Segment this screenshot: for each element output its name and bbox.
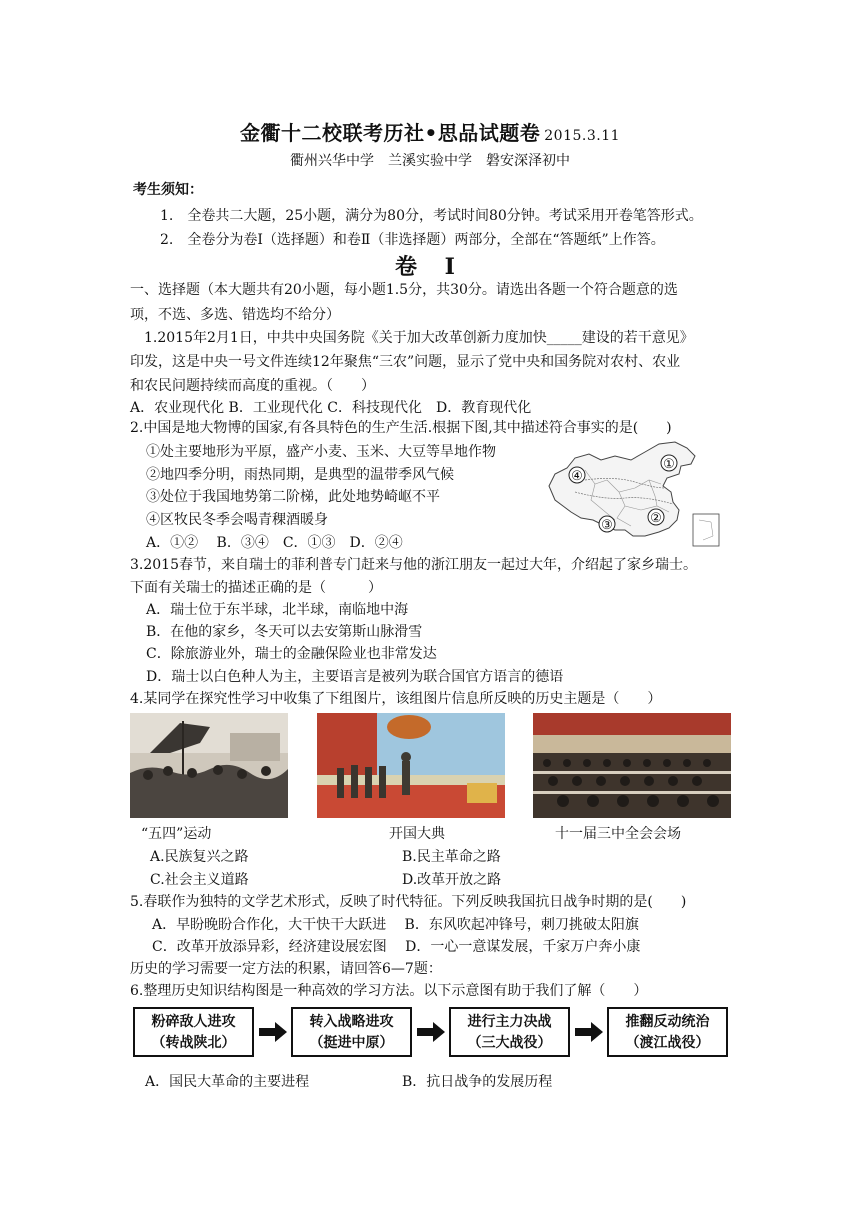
q1-line-1: 1.2015年2月1日，中共中央国务院《关于加大改革创新力度加快_____建设的若干意见》 — [130, 330, 694, 346]
photo-founding-ceremony — [317, 713, 505, 818]
q2-item-4: ④区牧民冬季会喝青稞酒暖身 — [146, 512, 328, 528]
q5-options-ab: A．早盼晚盼合作化，大干快干大跃进 B．东风吹起冲锋号，刺刀挑破太阳旗 — [138, 917, 639, 933]
exam-title — [0, 117, 860, 146]
flow-box-3-top: 进行主力决战 — [467, 1014, 552, 1030]
q5-options-cd: C．改革开放添异彩，经济建设展宏图 D．一心一意谋发展，千家万户奔小康 — [138, 939, 641, 955]
q3-line-2: 下面有关瑞士的描述正确的是（ ） — [130, 580, 382, 596]
q1-line-2: 印发，这是中央一号文件连续12年聚焦“三农”问题，显示了党中央和国务院对农村、农业 — [130, 354, 681, 370]
flowchart — [133, 1007, 729, 1062]
flow-box-2-top: 转入战略进攻 — [309, 1014, 394, 1030]
q2-item-1: ①处主要地形为平原，盛产小麦、玉米、大豆等旱地作物 — [146, 444, 496, 460]
q6-stem: 6.整理历史知识结构图是一种高效的学习方法。以下示意图有助于我们了解（ ） — [130, 983, 648, 999]
map-label-3: ③ — [601, 518, 613, 533]
photo-caption-3: 十一届三中全会会场 — [555, 826, 681, 842]
section-heading-line-2: 项，不选、多选、错选均不给分） — [130, 307, 340, 323]
flow-box-1 — [133, 1007, 254, 1057]
q2-item-2: ②地四季分明，雨热同期，是典型的温带季风气候 — [146, 467, 454, 483]
south-china-sea-inset — [693, 514, 719, 546]
q6-option-b: B．抗日战争的发展历程 — [402, 1074, 553, 1090]
flow-arrow-2 — [417, 1021, 445, 1043]
q4-option-a: A.民族复兴之路 — [150, 849, 249, 865]
photo-third-plenum-meeting — [533, 713, 731, 818]
group-intro: 历史的学习需要一定方法的积累，请回答6—7题： — [130, 961, 442, 977]
flow-box-4 — [607, 1007, 728, 1057]
q1-line-3: 和农民问题持续而高度的重视。（ ） — [130, 378, 375, 394]
photo-may-fourth-movement — [130, 713, 288, 818]
flow-arrow-3 — [575, 1021, 603, 1043]
exam-title-text: 金衢十二校联考历社•思品试题卷 — [239, 121, 541, 145]
notice-item-1: 1. 全卷共二大题，25小题，满分为80分，考试时间80分钟。考试采用开卷笔答形式。 — [160, 208, 703, 224]
flow-box-4-bottom: （渡江战役） — [625, 1035, 710, 1051]
flow-box-3-bottom: （三大战役） — [467, 1035, 552, 1051]
notice-item-2: 2. 全卷分为卷Ⅰ（选择题）和卷Ⅱ（非选择题）两部分，全部在“答题纸”上作答。 — [160, 232, 665, 248]
q2-item-3: ③处位于我国地势第二阶梯，此处地势崎岖不平 — [146, 489, 440, 505]
flow-arrow-1 — [259, 1021, 287, 1043]
photo-caption-2: 开国大典 — [389, 826, 445, 842]
q1-options: A．农业现代化 B．工业现代化 C．科技现代化 D．教育现代化 — [130, 400, 532, 416]
flow-box-3 — [449, 1007, 570, 1057]
q2-options: A．①② B．③④ C．①③ D．②④ — [146, 535, 403, 551]
q4-option-d: D.改革开放之路 — [402, 872, 502, 888]
notice-heading: 考生须知： — [133, 182, 203, 198]
photo-caption-1: “五四”运动 — [141, 826, 212, 842]
q5-stem: 5.春联作为独特的文学艺术形式，反映了时代特征。下列反映我国抗日战争时期的是( ) — [130, 894, 687, 910]
map-label-4: ④ — [571, 469, 583, 484]
q3-option-d: D．瑞士以白色种人为主，主要语言是被列为联合国官方语言的德语 — [146, 669, 564, 685]
q4-option-c: C.社会主义道路 — [150, 872, 249, 888]
flow-box-1-top: 粉碎敌人进攻 — [151, 1014, 236, 1030]
school-list: 衢州兴华中学 兰溪实验中学 磐安深泽初中 — [290, 153, 570, 169]
volume-title: 卷 Ⅰ — [395, 254, 465, 280]
q4-stem: 4.某同学在探究性学习中收集了下组图片，该组图片信息所反映的历史主题是（ ） — [130, 691, 662, 707]
flow-box-2 — [291, 1007, 412, 1057]
q3-option-b: B．在他的家乡，冬天可以去安第斯山脉滑雪 — [146, 624, 423, 640]
q3-option-a: A．瑞士位于东半球，北半球，南临地中海 — [146, 602, 409, 618]
q4-option-b: B.民主革命之路 — [402, 849, 501, 865]
q6-option-a: A．国民大革命的主要进程 — [145, 1074, 310, 1090]
q3-option-c: C．除旅游业外，瑞士的金融保险业也非常发达 — [146, 646, 437, 662]
section-heading-line-1: 一、选择题（本大题共有20小题，每小题1.5分，共30分。请选出各题一个符合题意的选 — [130, 282, 678, 298]
china-map-figure — [545, 440, 725, 550]
map-label-1: ① — [663, 457, 675, 472]
flow-box-1-bottom: （转战陕北） — [151, 1035, 236, 1051]
q3-line-1: 3.2015春节，来自瑞士的菲利普专门赶来与他的浙江朋友一起过大年，介绍起了家乡瑞士。 — [130, 557, 697, 573]
flow-box-2-bottom: （挺进中原） — [309, 1035, 394, 1051]
q2-stem: 2.中国是地大物博的国家,有各具特色的生产生活.根据下图,其中描述符合事实的是( ) — [130, 420, 672, 436]
flow-box-4-top: 推翻反动统治 — [625, 1014, 710, 1030]
map-label-2: ② — [650, 511, 662, 526]
exam-date: 2015.3.11 — [544, 128, 621, 144]
